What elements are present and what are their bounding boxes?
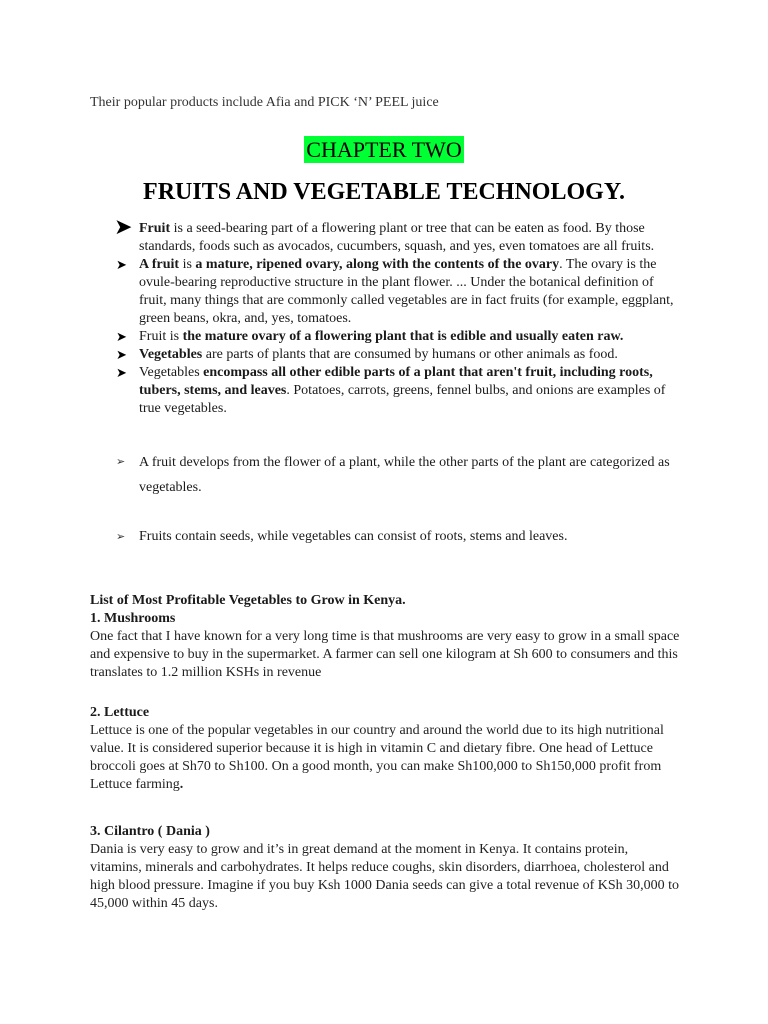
item-body	[90, 722, 680, 794]
bullet-item	[112, 328, 682, 346]
arrow-bullet-icon: ➤	[116, 347, 127, 362]
item-heading: 1. Mushrooms	[90, 611, 176, 626]
bullet-bold: Vegetables	[139, 347, 203, 362]
bullet-text: Fruits contain seeds, while vegetables can consist of roots, stems and leaves.	[139, 529, 568, 544]
arrow-bullet-icon: ➤	[116, 329, 127, 344]
list-heading: List of Most Profitable Vegetables to Grow in Kenya.	[90, 593, 406, 608]
lettuce-section	[90, 704, 680, 794]
bullet-text: A fruit develops from the flower of a plant, while the other parts of the plant are categorized as vegetables.	[139, 455, 670, 495]
arrow-bullet-icon: ➤	[116, 257, 127, 272]
item-body: Dania is very easy to grow and it’s in great demand at the moment in Kenya. It contains protein, vitamins, minerals and carbohydrates. It helps reduce coughs, skin disorders, diarrhoea, cholesterol and high blood pressure. Imagine if you buy Ksh 1000 Dania seeds can give a total revenue of KSh 30,000 to 45,000 within 45 days.	[90, 842, 680, 911]
item-body-text: Lettuce is one of the popular vegetables in our country and around the world due to its high nutritional value. It is considered superior because it is high in vitamin C and dietary fibre. One head of Lettuce broccoli goes at Sh70 to Sh100. On a good month, you can make Sh100,000 to Sh150,000 profit from Lettuce farming	[90, 723, 664, 792]
arrow-bullet-icon: ➢	[116, 531, 126, 543]
main-title: FRUITS AND VEGETABLE TECHNOLOGY.	[143, 179, 625, 205]
bullet-item	[112, 450, 682, 500]
bullet-item	[112, 256, 682, 328]
bullet-bold: encompass all other edible parts of a plant that aren't fruit, including roots, tubers, stems, and leaves	[139, 365, 653, 398]
arrow-bullet-icon: ➢	[116, 456, 126, 468]
arrow-bullet-icon: ➤	[114, 214, 133, 239]
bullet-text: Vegetables	[139, 365, 204, 380]
bullet-text: . Potatoes, carrots, greens, fennel bulbs, and onions are examples of true vegetables.	[139, 383, 666, 416]
item-body-end: .	[179, 777, 184, 792]
chapter-heading: CHAPTER TWO	[306, 137, 462, 162]
item-heading: 2. Lettuce	[90, 705, 150, 720]
bullet-list	[112, 214, 682, 546]
bullet-text: . The ovary is the ovule-bearing reproductive structure in the plant flower. ... Under the botanical definition of fruit, many things that are commonly called vegetables are in fact fruits (for example, eggplant, green beans, okra, and, yes, tomatoes.	[139, 257, 674, 326]
bullet-bold: Fruit	[139, 221, 171, 236]
item-body: One fact that I have known for a very long time is that mushrooms are very easy to grow in a small space and expensive to buy in the supermarket. A farmer can sell one kilogram at Sh 600 to consumers and this translates to 1.2 million KSHs in revenue	[90, 629, 680, 680]
bullet-text: is	[179, 257, 196, 272]
bullet-text: Fruit is	[139, 329, 183, 344]
bullet-bold: A fruit	[139, 257, 180, 272]
bullet-item	[112, 528, 682, 546]
bullet-text: is a seed-bearing part of a flowering plant or tree that can be eaten as food. By those standards, foods such as avocados, cucumbers, squash, and yes, even tomatoes are all fruits.	[139, 221, 655, 254]
mushrooms-section	[90, 592, 680, 682]
chapter-heading-wrap	[0, 136, 768, 163]
bullet-bold: a mature, ripened ovary, along with the contents of the ovary	[195, 257, 560, 272]
cilantro-section	[90, 823, 680, 913]
arrow-bullet-icon: ➤	[116, 365, 127, 380]
item-heading: 3. Cilantro ( Dania )	[90, 824, 210, 839]
bullet-item	[112, 214, 682, 256]
intro-line: Their popular products include Afia and PICK ‘N’ PEEL juice	[90, 95, 439, 110]
bullet-item	[112, 346, 682, 364]
bullet-bold: the mature ovary of a flowering plant that is edible and usually eaten raw.	[182, 329, 624, 344]
bullet-text: are parts of plants that are consumed by humans or other animals as food.	[202, 347, 618, 362]
bullet-item	[112, 364, 682, 418]
